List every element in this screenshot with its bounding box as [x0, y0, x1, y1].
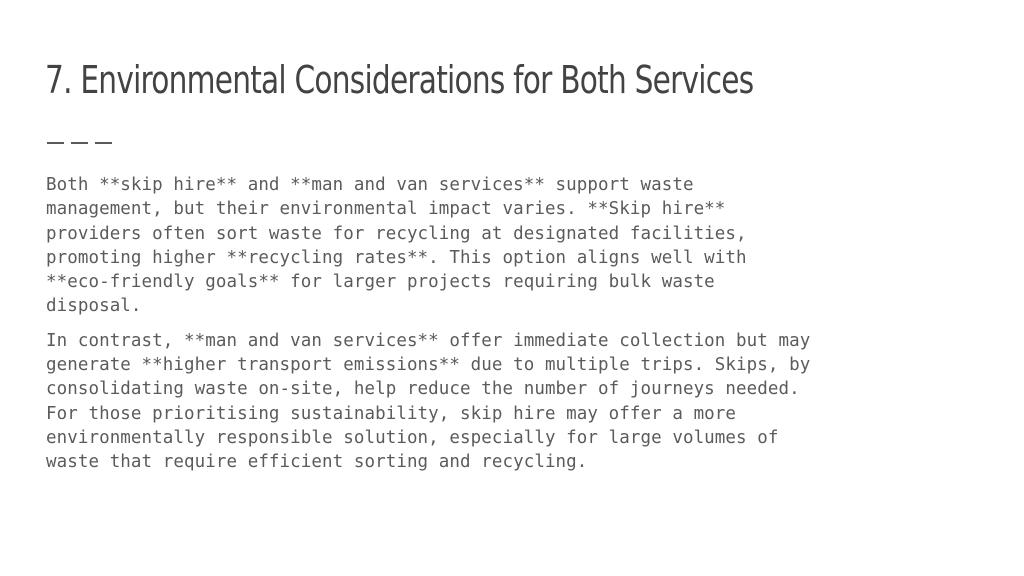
body-paragraph-1: Both **skip hire** and **man and van services** support waste management, but their environmental impact varies. **Skip hire** providers often sort waste for recycling at designated facilities, promoting higher **recycling rates**. This option aligns well with **eco-friendly goals** for larger projects requiring bulk waste disposal. [46, 175, 747, 317]
slide-body [46, 173, 986, 485]
title-divider [47, 142, 113, 144]
body-paragraph-2: In contrast, **man and van services** offer immediate collection but may generate **higher transport emissions** due to multiple trips. Skips, by consolidating waste on-site, help reduce the number of journeys needed. For those prioritising sustainability, skip hire may offer a more environmentally responsible solution, especially for large volumes of waste that require efficient sorting and recycling. [46, 330, 811, 473]
slide-title: 7. Environmental Considerations for Both Services [45, 58, 754, 102]
